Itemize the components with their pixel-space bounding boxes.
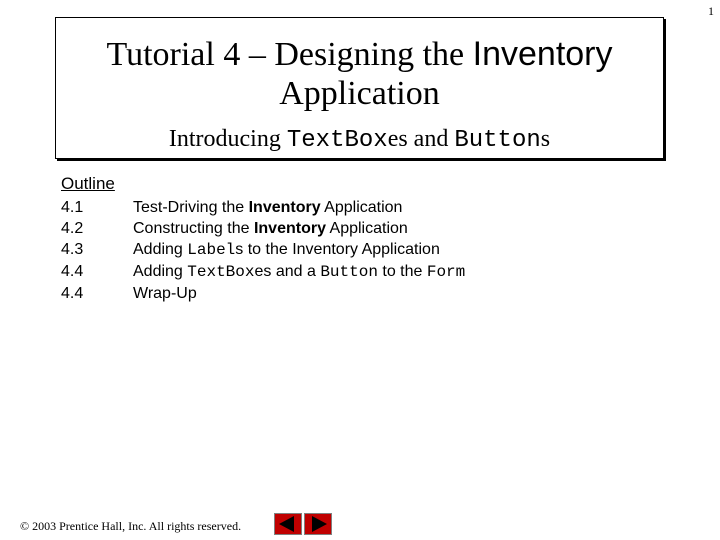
text-part: Adding (133, 263, 188, 280)
subtitle-code-textbox: TextBox (286, 127, 388, 154)
outline-item-text (133, 197, 402, 218)
outline-heading[interactable]: Outline (61, 174, 115, 193)
page-number: 1 (708, 4, 714, 18)
outline-item-number: 4.1 (61, 199, 84, 216)
outline-list (61, 197, 465, 304)
text-part: Application (320, 199, 403, 216)
outline-item-text (133, 261, 465, 283)
title-prefix: Tutorial 4 – Designing the (106, 36, 473, 73)
outline-item (61, 283, 465, 304)
outline-item (61, 197, 465, 218)
subtitle-code-button: Button (454, 127, 541, 154)
text-bold: Inventory (253, 220, 326, 237)
title-inventory: Inventory (472, 35, 613, 73)
text-part: Test-Driving the (133, 199, 249, 216)
subtitle-mid: es and (387, 126, 455, 152)
title-line-1 (56, 35, 663, 74)
subtitle-prefix: Introducing (168, 126, 287, 152)
text-code: Label (187, 241, 236, 259)
text-part: Constructing the (133, 220, 254, 237)
title-line-2: Application (279, 75, 440, 112)
previous-slide-button[interactable] (274, 513, 302, 535)
text-part: Application (325, 220, 408, 237)
outline-item-text (133, 218, 408, 239)
text-part: es and a (254, 263, 321, 280)
text-part: to the (377, 263, 427, 280)
text-part: Wrap-Up (133, 285, 197, 302)
text-part: Adding (133, 241, 188, 258)
text-bold: Inventory (248, 199, 321, 216)
right-arrow-icon (305, 514, 331, 534)
left-arrow-icon (275, 514, 301, 534)
subtitle (56, 125, 663, 155)
outline-item (61, 261, 465, 283)
outline-item (61, 239, 465, 261)
outline-item-text (133, 239, 440, 261)
subtitle-suffix: s (540, 126, 551, 152)
next-slide-button[interactable] (304, 513, 332, 535)
outline-item-number: 4.2 (61, 220, 84, 237)
text-code: Form (426, 263, 466, 281)
text-code: Button (320, 263, 378, 281)
outline-item-number: 4.3 (61, 241, 84, 258)
text-part: s to the Inventory Application (235, 241, 440, 258)
text-code: TextBox (187, 263, 255, 281)
title-box (55, 17, 664, 159)
outline-item (61, 218, 465, 239)
outline-item-number: 4.4 (61, 263, 84, 280)
copyright-footer: © 2003 Prentice Hall, Inc. All rights reserved. (20, 519, 242, 533)
outline-item-text (133, 283, 197, 304)
outline-item-number: 4.4 (61, 285, 84, 302)
